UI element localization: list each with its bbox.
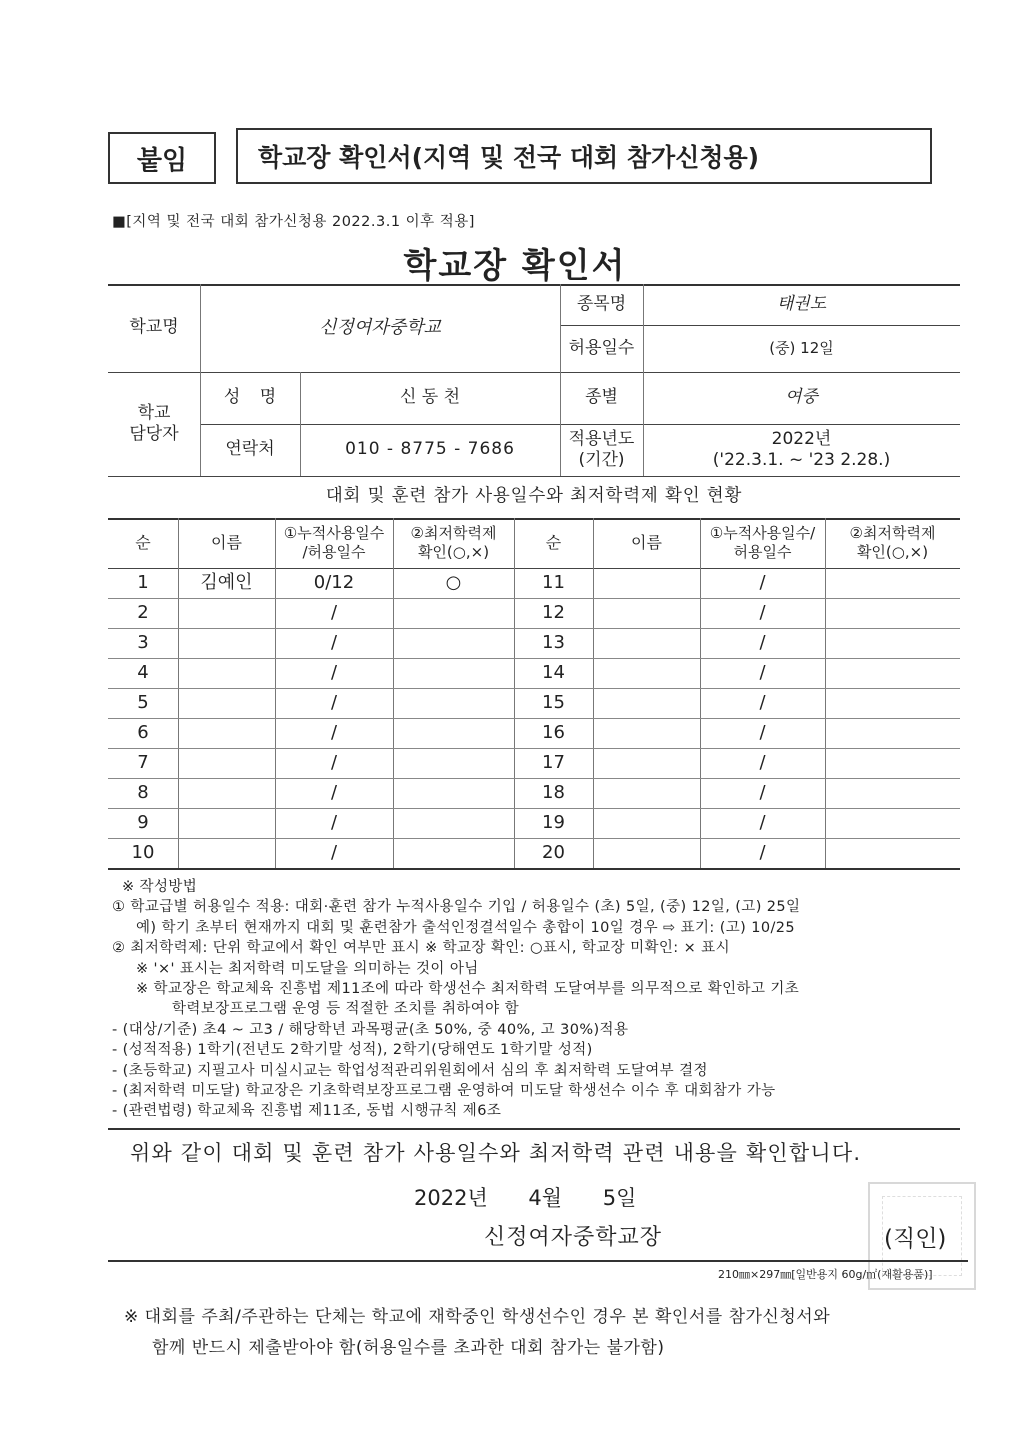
- cell-min-right: [825, 748, 960, 778]
- cell-min: [393, 628, 514, 658]
- cell-name: [178, 598, 275, 628]
- date-day: 5일: [602, 1186, 637, 1210]
- cell-name-right: [593, 838, 700, 868]
- col-days-right-line2: 허용일수: [733, 543, 792, 561]
- cell-no-right: 19: [542, 811, 565, 833]
- cell-min: [393, 598, 514, 628]
- cell-days-right: /: [759, 841, 766, 863]
- cell-no: 9: [137, 811, 149, 833]
- cell-min-right: [825, 688, 960, 718]
- cell-no-right: 15: [542, 691, 565, 713]
- cell-days: /: [330, 691, 338, 713]
- cell-no-right: 13: [542, 631, 565, 653]
- cell-min-right: [825, 628, 960, 658]
- cell-name: [178, 688, 275, 718]
- cell-no-right: 18: [542, 781, 565, 803]
- phone-value: 010 - 8775 - 7686: [345, 439, 515, 460]
- cell-days: /: [330, 601, 338, 623]
- col-days-right-line1: ①누적사용일수/: [709, 524, 816, 543]
- notes-heading: ※ 작성방법: [122, 879, 198, 895]
- cell-days: /: [330, 781, 338, 803]
- note-line: - (대상/기준) 초4 ~ 고3 / 해당학년 과목평균(초 50%, 중 40%, 고 30%)적용: [112, 1021, 629, 1038]
- school-label: 학교명: [129, 317, 179, 338]
- footer-note-line2: 함께 반드시 제출받아야 함(허용일수를 초과한 대회 참가는 불가함): [152, 1338, 665, 1358]
- year-value: [643, 424, 960, 476]
- cell-days-right: /: [759, 721, 766, 743]
- col-days-line1: ①누적사용일수: [283, 524, 385, 543]
- year-label-line2: (기간): [578, 450, 625, 470]
- col-no: 순: [135, 533, 151, 552]
- cell-min: [393, 658, 514, 688]
- footer-note: [124, 1302, 830, 1364]
- cell-days: /: [330, 811, 338, 833]
- cell-no: 6: [137, 721, 149, 743]
- contact-person-label-line1: 학교: [137, 402, 171, 423]
- date-year: 2022년: [414, 1186, 488, 1210]
- cell-no: 1: [137, 571, 149, 593]
- cell-min-right: [825, 838, 960, 868]
- cell-no: 8: [137, 781, 149, 803]
- cell-min: [393, 808, 514, 838]
- cell-days: /: [330, 751, 338, 773]
- col-days-right: [700, 518, 825, 568]
- note-line: ※ '×' 표시는 최저학력 미도달을 의미하는 것이 아님: [136, 960, 479, 977]
- cell-name-right: [593, 598, 700, 628]
- principal-name: 신정여자중학교장: [484, 1225, 663, 1250]
- cell-days-right: /: [759, 781, 766, 803]
- cell-days-right: /: [759, 661, 766, 683]
- cell-days: /: [330, 661, 338, 683]
- cell-min: ○: [445, 571, 462, 593]
- cell-days-right: /: [759, 811, 766, 833]
- note-line: ① 학교급별 허용일수 적용: 대회·훈련 참가 누적사용일수 기입 / 허용일수 (초) 5일, (중) 12일, (고) 25일: [112, 899, 801, 916]
- col-days: [275, 518, 393, 568]
- col-days-line2: /허용일수: [302, 543, 366, 561]
- note-line: 예) 학기 초부터 현재까지 대회 및 훈련참가 출석인정결석일수 총합이 10일 경우 ⇨ 표기: (고) 10/25: [136, 919, 796, 936]
- year-label: [560, 424, 643, 476]
- cell-name-right: [593, 808, 700, 838]
- cell-no: 5: [137, 691, 149, 713]
- cell-name-right: [593, 778, 700, 808]
- col-min-line1: ②최저학력제: [410, 524, 497, 543]
- period-value-line: ('22.3.1. ~ '23 2.28.): [712, 450, 891, 470]
- cell-no: 3: [137, 631, 149, 653]
- sport-value: 태권도: [776, 293, 827, 314]
- cell-name: [178, 718, 275, 748]
- cell-days-right: /: [759, 691, 766, 713]
- cell-no-right: 16: [542, 721, 565, 743]
- cell-min: [393, 748, 514, 778]
- cell-no: 10: [131, 841, 155, 863]
- footer-note-line1: ※ 대회를 주최/주관하는 단체는 학교에 재학중인 학생선수인 경우 본 확인서를 참가신청서와: [124, 1307, 831, 1327]
- cell-name: [178, 628, 275, 658]
- note-line: - (최저학력 미도달) 학교장은 기초학력보장프로그램 운영하여 미도달 학생선수 이수 후 대회참가 가능: [112, 1083, 776, 1100]
- col-name: 이름: [211, 533, 242, 552]
- cell-no-right: 11: [542, 571, 565, 593]
- cell-min-right: [825, 598, 960, 628]
- cell-days-right: /: [759, 601, 766, 623]
- cell-min: [393, 688, 514, 718]
- seal-label: (직인): [884, 1226, 947, 1252]
- sport-label: 종목명: [576, 293, 627, 314]
- cell-name: 김예인: [200, 571, 253, 593]
- cell-days-right: /: [759, 631, 766, 653]
- cell-name: [178, 748, 275, 778]
- cell-min-right: [825, 568, 960, 598]
- cell-min: [393, 838, 514, 868]
- contact-person-label: [108, 372, 200, 476]
- allowed-days-value: (중) 12일: [769, 339, 834, 358]
- header-title: 학교장 확인서(지역 및 전국 대회 참가신청용): [236, 128, 932, 184]
- col-min-right: [825, 518, 960, 568]
- note-line: ※ 학교장은 학교체육 진흥법 제11조에 따라 학생선수 최저학력 도달여부를 의무적으로 확인하고 기초: [136, 981, 800, 998]
- cell-name: [178, 838, 275, 868]
- col-no-right: 순: [545, 533, 562, 552]
- year-label-line1: 적용년도: [568, 428, 635, 449]
- col-min-right-line2: 확인(○,×): [856, 543, 929, 561]
- school-name: 신정여자중학교: [319, 316, 441, 338]
- cell-days: /: [330, 721, 338, 743]
- note-line: ② 최저학력제: 단위 학교에서 확인 여부만 표시 ※ 학교장 확인: ○표시, 학교장 미확인: × 표시: [112, 940, 730, 957]
- date-month: 4월: [528, 1186, 563, 1210]
- phone-label: 연락처: [225, 439, 275, 460]
- cell-min-right: [825, 658, 960, 688]
- paper-spec: 210㎜×297㎜[일반용지 60g/㎡(재활용품)]: [718, 1268, 933, 1281]
- issue-date: [414, 1182, 636, 1212]
- name-value: 신 동 천: [399, 387, 461, 408]
- category-label: 종별: [585, 387, 618, 408]
- col-min-line2: 확인(○,×): [417, 543, 490, 561]
- cell-days-right: /: [759, 571, 766, 593]
- category-value: 여중: [785, 387, 818, 408]
- cell-name-right: [593, 568, 700, 598]
- cell-min-right: [825, 718, 960, 748]
- note-line: - (성적적용) 1학기(전년도 2학기말 성적), 2학기(당해연도 1학기말 성적): [112, 1042, 593, 1059]
- cell-no-right: 14: [542, 661, 565, 683]
- cell-min-right: [825, 808, 960, 838]
- cell-name-right: [593, 748, 700, 778]
- cell-no: 7: [137, 751, 149, 773]
- cell-name: [178, 658, 275, 688]
- cell-name-right: [593, 718, 700, 748]
- writing-instructions: [112, 877, 800, 1122]
- cell-no: 2: [137, 601, 149, 623]
- cell-days: /: [330, 841, 338, 863]
- allowed-days-label: 허용일수: [568, 337, 635, 358]
- cell-name-right: [593, 628, 700, 658]
- name-label: 성 명: [223, 387, 277, 408]
- year-value-line: 2022년: [771, 428, 832, 449]
- cell-days: /: [330, 631, 338, 653]
- cell-no-right: 12: [542, 601, 565, 623]
- cell-no-right: 17: [542, 751, 565, 773]
- cell-name-right: [593, 658, 700, 688]
- contact-person-label-line2: 담당자: [129, 424, 179, 444]
- cell-no: 4: [137, 661, 149, 683]
- page-title: 학교장 확인서: [403, 246, 627, 286]
- attachment-tag: 붙임: [108, 132, 216, 184]
- col-min-right-line1: ②최저학력제: [849, 524, 936, 543]
- col-min: [393, 518, 514, 568]
- note-line: - (초등학교) 지필고사 미실시교는 학업성적관리위원회에서 심의 후 최저학력 도달여부 결정: [112, 1062, 708, 1079]
- applicability-note: ■[지역 및 전국 대회 참가신청용 2022.3.1 이후 적용]: [112, 214, 475, 230]
- cell-min: [393, 718, 514, 748]
- cell-name-right: [593, 688, 700, 718]
- cell-days: 0/12: [313, 571, 355, 593]
- confirmation-text: 위와 같이 대회 및 훈련 참가 사용일수와 최저학력 관련 내용을 확인합니다.: [130, 1141, 862, 1165]
- cell-min: [393, 778, 514, 808]
- cell-no-right: 20: [542, 841, 565, 863]
- note-line: - (관련법령) 학교체육 진흥법 제11조, 동법 시행규칙 제6조: [112, 1103, 502, 1120]
- cell-days-right: /: [759, 751, 766, 773]
- cell-min-right: [825, 778, 960, 808]
- status-title: 대회 및 훈련 참가 사용일수와 최저학력제 확인 현황: [325, 486, 743, 507]
- note-line: 학력보장프로그램 운영 등 적절한 조치를 취하여야 함: [172, 1001, 520, 1018]
- col-name-right: 이름: [631, 533, 662, 552]
- cell-name: [178, 808, 275, 838]
- cell-name: [178, 778, 275, 808]
